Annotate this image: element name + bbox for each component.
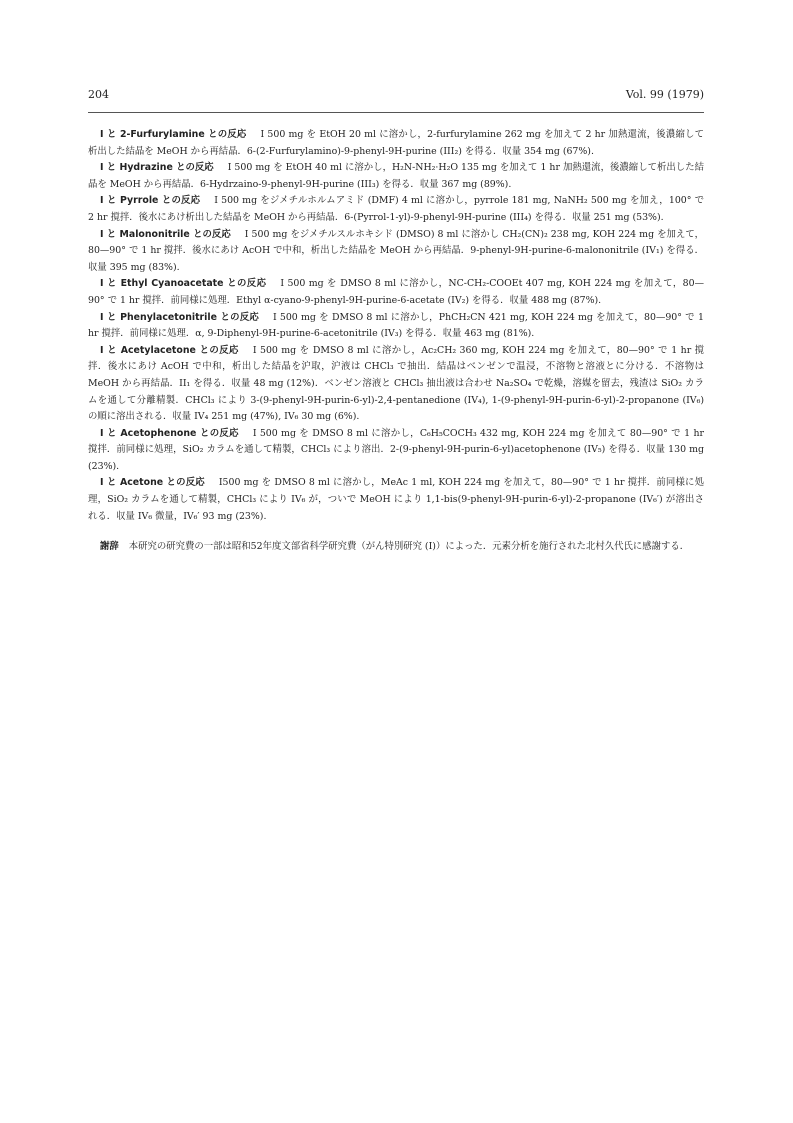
running-header <box>88 88 704 113</box>
acknowledgment-text: 本研究の研究費の一部は昭和52年度文部省科学研究費（がん特別研究 (I)）によった．元素分析を施行された北村久代氏に感謝する． <box>128 541 690 553</box>
paragraph-text: I500 mg を DMSO 8 ml に溶かし，MeAc 1 ml, KOH 224 mg を加えて，80—90° で 1 hr 撹拌．前同様に処理，SiO₂ カラムを通して精製，CHCl₃ により IV₆ が，ついで MeOH により 1,1-bis(9-phenyl-9H-purin-6-yl)-2-propanone (IV₆′) が溶出される．収量 IV₆ 微量，IV₆′ 93 mg (23%). <box>88 477 704 522</box>
paragraph-furfurylamine <box>88 127 704 160</box>
paragraph-acetylacetone <box>88 343 704 426</box>
reaction-heading: I と Acetone との反応 <box>100 477 205 489</box>
reaction-heading: I と Acetylacetone との反応 <box>100 344 239 356</box>
reaction-heading: I と Malononitrile との反応 <box>100 228 231 240</box>
reaction-heading: I と Ethyl Cyanoacetate との反応 <box>100 278 267 290</box>
experimental-body <box>88 127 704 556</box>
paragraph-hydrazine <box>88 160 704 193</box>
acknowledgment <box>88 539 704 556</box>
reaction-heading: I と Pyrrole との反応 <box>100 195 201 207</box>
page-number: 204 <box>88 88 109 101</box>
reaction-heading: I と 2-Furfurylamine との反応 <box>100 129 247 140</box>
paragraph-text: I 500 mg を DMSO 8 ml に溶かし，PhCH₂CN 421 mg, KOH 224 mg を加えて，80—90° で 1 hr 撹拌．前同様に処理．α, 9-Diphenyl-9H-purine-6-acetonitrile (IV₃) を得る．収量 463 mg (81%). <box>88 311 704 340</box>
reaction-heading: I と Acetophenone との反応 <box>100 427 239 439</box>
paragraph-text: I 500 mg を DMSO 8 ml に溶かし，NC-CH₂-COOEt 407 mg, KOH 224 mg を加えて，80—90° で 1 hr 撹拌．前同様に処理．Ethyl α-cyano-9-phenyl-9H-purine-6-acetate (IV₂) を得る．収量 488 mg (87%). <box>88 278 704 306</box>
journal-volume: Vol. 99 (1979) <box>625 88 704 101</box>
paragraph-text: I 500 mg をジメチルスルホキシド (DMSO) 8 ml に溶かし CH₂(CN)₂ 238 mg, KOH 224 mg を加えて，80—90° で 1 hr 撹拌．後水にあけ AcOH で中和，析出した結晶を MeOH から再結晶．9-phenyl-9H-purine-6-malononitrile (IV₁) を得る．収量 395 mg (83%). <box>88 228 704 273</box>
reaction-heading: I と Hydrazine との反応 <box>100 162 214 174</box>
paragraph-acetone <box>88 475 704 525</box>
acknowledgment-heading: 謝辞 <box>100 541 119 553</box>
reaction-heading: I と Phenylacetonitrile との反応 <box>100 311 259 323</box>
paragraph-text: I 500 mg を DMSO 8 ml に溶かし，Ac₂CH₂ 360 mg, KOH 224 mg を加えて，80—90° で 1 hr 撹拌．後水にあけ AcOH で中和，析出した結晶を沪取，沪液は CHCl₃ で抽出．結晶はベンゼンで温浸，不溶物と溶液とに分ける．不溶物は MeOH から再結晶．II₁ を得る．収量 48 mg (12%)．ベンゼン溶液と CHCl₃ 抽出液は合わせ Na₂SO₄ で乾燥，溶媒を留去，残渣は SiO₂ カラムを通して分離精製．CHCl₃ により 3-(9-phenyl-9H-purin-6-yl)-2,4-pentanedione (IV₄), 1-(9-phenyl-9H-purin-6-yl)-2-propanone (IV₆) の順に溶出される．収量 IV₄ 251 mg (47%), IV₆ 30 mg (6%). <box>88 344 704 423</box>
paragraph-ethyl-cyanoacetate <box>88 276 704 309</box>
page <box>88 88 704 565</box>
paragraph-malononitrile <box>88 227 704 277</box>
paragraph-text: I 500 mg を EtOH 40 ml に溶かし，H₂N-NH₂·H₂O 135 mg を加えて 1 hr 加熱還流，後濃縮して析出した結晶を MeOH から再結晶．6-Hydrzaino-9-phenyl-9H-purine (III₃) を得る．収量 367 mg (89%). <box>88 162 704 190</box>
paragraph-phenylacetonitrile <box>88 310 704 343</box>
paragraph-text: I 500 mg を DMSO 8 ml に溶かし，C₆H₅COCH₃ 432 mg, KOH 224 mg を加えて 80—90° で 1 hr 撹拌．前同様に処理，SiO₂ カラムを通して精製，CHCl₃ により溶出．2-(9-phenyl-9H-purin-6-yl)acetophenone (IV₅) を得る．収量 130 mg (23%). <box>88 427 705 472</box>
paragraph-text: I 500 mg をジメチルホルムアミド (DMF) 4 ml に溶かし，pyrrole 181 mg, NaNH₂ 500 mg を加え，100° で 2 hr 撹拌．後水にあけ析出した結晶を MeOH から再結晶．6-(Pyrrol-1-yl)-9-phenyl-9H-purine (III₄) を得る．収量 251 mg (53%). <box>88 195 704 223</box>
paragraph-pyrrole <box>88 193 704 226</box>
paragraph-text: I 500 mg を EtOH 20 ml に溶かし，2-furfurylamine 262 mg を加えて 2 hr 加熱還流，後濃縮して析出した結晶を MeOH から再結晶．6-(2-Furfurylamino)-9-phenyl-9H-purine (III₂) を得る．収量 354 mg (67%). <box>88 129 704 157</box>
paragraph-acetophenone <box>88 426 704 476</box>
